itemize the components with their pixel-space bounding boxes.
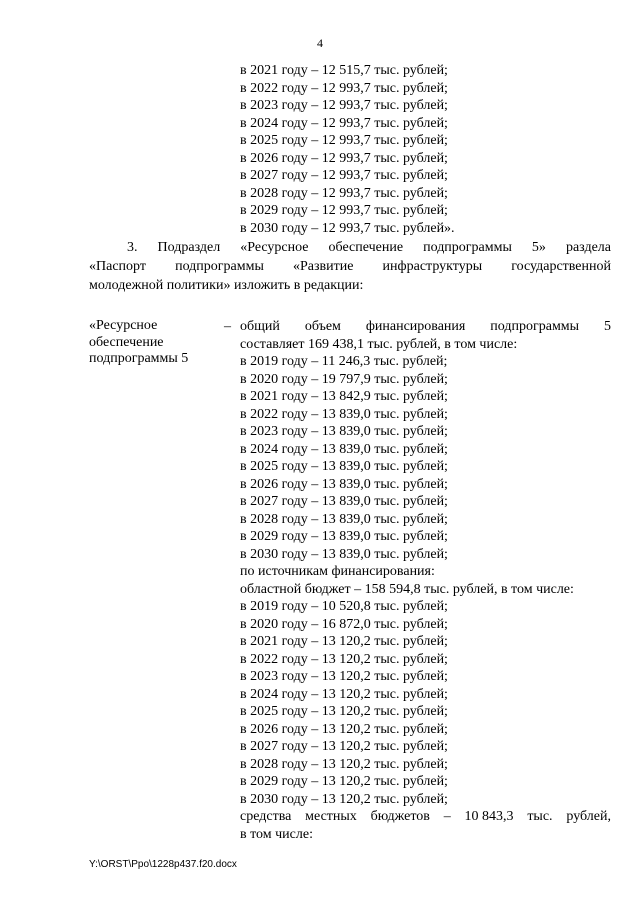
list-item: в 2025 году – 13 839,0 тыс. рублей; <box>240 459 448 474</box>
intro-paragraph <box>89 238 611 295</box>
list-item: в 2030 году – 13 120,2 тыс. рублей; <box>240 791 448 807</box>
list-item: в 2026 году – 12 993,7 тыс. рублей; <box>240 150 448 166</box>
list-item: в 2024 году – 13 839,0 тыс. рублей; <box>240 441 448 457</box>
word: рублей, <box>566 809 611 824</box>
list-item: в 2027 году – 13 839,0 тыс. рублей; <box>240 494 448 509</box>
word: местных <box>305 809 357 824</box>
list-item: в 2025 году – 12 993,7 тыс. рублей; <box>240 133 448 148</box>
label-line: подпрограммы 5 <box>89 351 189 366</box>
label-line: обеспечение <box>89 334 164 350</box>
word: подпрограммы <box>490 319 580 334</box>
list-item: в 2025 году – 13 120,2 тыс. рублей; <box>240 704 448 719</box>
word: общий <box>240 319 280 334</box>
list-item: в 2019 году – 10 520,8 тыс. рублей; <box>240 599 448 614</box>
funding-description <box>240 318 611 843</box>
list-item: в 2027 году – 12 993,7 тыс. рублей; <box>240 168 448 183</box>
list-item: в 2029 году – 12 993,7 тыс. рублей; <box>240 203 448 218</box>
top-year-list <box>240 62 455 237</box>
list-item: в 2029 году – 13 120,2 тыс. рублей; <box>240 774 448 789</box>
word: объем <box>304 319 341 334</box>
word: 10 843,3 <box>464 809 514 824</box>
list-item: в 2022 году – 13 839,0 тыс. рублей; <box>240 406 448 422</box>
list-item: в 2024 году – 12 993,7 тыс. рублей; <box>240 115 448 131</box>
intro-line: «Паспорт подпрограммы «Развитие инфраструктуры государственной <box>89 259 611 274</box>
word: тыс. <box>527 809 553 824</box>
list-item: в 2028 году – 13 839,0 тыс. рублей; <box>240 511 448 527</box>
list-item: в 2022 году – 13 120,2 тыс. рублей; <box>240 651 448 667</box>
list-item: в 2023 году – 13 120,2 тыс. рублей; <box>240 669 448 684</box>
list-item: в 2023 году – 12 993,7 тыс. рублей; <box>240 98 448 113</box>
list-item: в 2020 году – 16 872,0 тыс. рублей; <box>240 616 448 632</box>
section-label <box>89 318 214 368</box>
word: 5 <box>604 319 611 334</box>
list-item: в 2030 году – 12 993,7 тыс. рублей». <box>240 220 455 236</box>
list-item: в 2021 году – 13 842,9 тыс. рублей; <box>240 389 448 404</box>
list-item: в 2026 году – 13 839,0 тыс. рублей; <box>240 476 448 492</box>
list-item: в 2021 году – 13 120,2 тыс. рублей; <box>240 634 448 649</box>
funding-total-line: составляет 169 438,1 тыс. рублей, в том числе: <box>240 336 518 352</box>
label-dash: – <box>224 319 231 334</box>
file-path-footer: Y:\ORST\Ppo\1228p437.f20.docx <box>89 859 237 870</box>
sources-heading: по источникам финансирования: <box>240 564 435 579</box>
list-item: в 2021 году – 12 515,7 тыс. рублей; <box>240 63 448 78</box>
list-item: в 2027 году – 13 120,2 тыс. рублей; <box>240 739 448 754</box>
label-line: «Ресурсное <box>89 318 158 333</box>
local-budget-heading <box>240 808 611 826</box>
list-item: в 2030 году – 13 839,0 тыс. рублей; <box>240 546 448 562</box>
list-item: в 2023 году – 13 839,0 тыс. рублей; <box>240 424 448 439</box>
regional-budget-heading: областной бюджет – 158 594,8 тыс. рублей, в том числе: <box>240 581 574 597</box>
word: финансирования <box>365 319 466 334</box>
intro-line: 3. Подраздел «Ресурсное обеспечение подпрограммы 5» раздела <box>127 240 611 255</box>
list-item: в 2028 году – 13 120,2 тыс. рублей; <box>240 756 448 772</box>
list-item: в 2024 году – 13 120,2 тыс. рублей; <box>240 686 448 702</box>
word: бюджетов <box>370 809 430 824</box>
list-item: в 2028 году – 12 993,7 тыс. рублей; <box>240 185 448 201</box>
list-item: в 2020 году – 19 797,9 тыс. рублей; <box>240 371 448 387</box>
local-budget-continuation: в том числе: <box>240 826 313 842</box>
page-number: 4 <box>317 36 323 50</box>
list-item: в 2029 году – 13 839,0 тыс. рублей; <box>240 529 448 544</box>
list-item: в 2026 году – 13 120,2 тыс. рублей; <box>240 721 448 737</box>
intro-line: молодежной политики» изложить в редакции: <box>89 278 364 293</box>
word: средства <box>240 809 292 824</box>
funding-intro-line <box>240 318 611 336</box>
list-item: в 2022 году – 12 993,7 тыс. рублей; <box>240 80 448 96</box>
list-item: в 2019 году – 11 246,3 тыс. рублей; <box>240 354 448 369</box>
word: – <box>443 809 451 824</box>
